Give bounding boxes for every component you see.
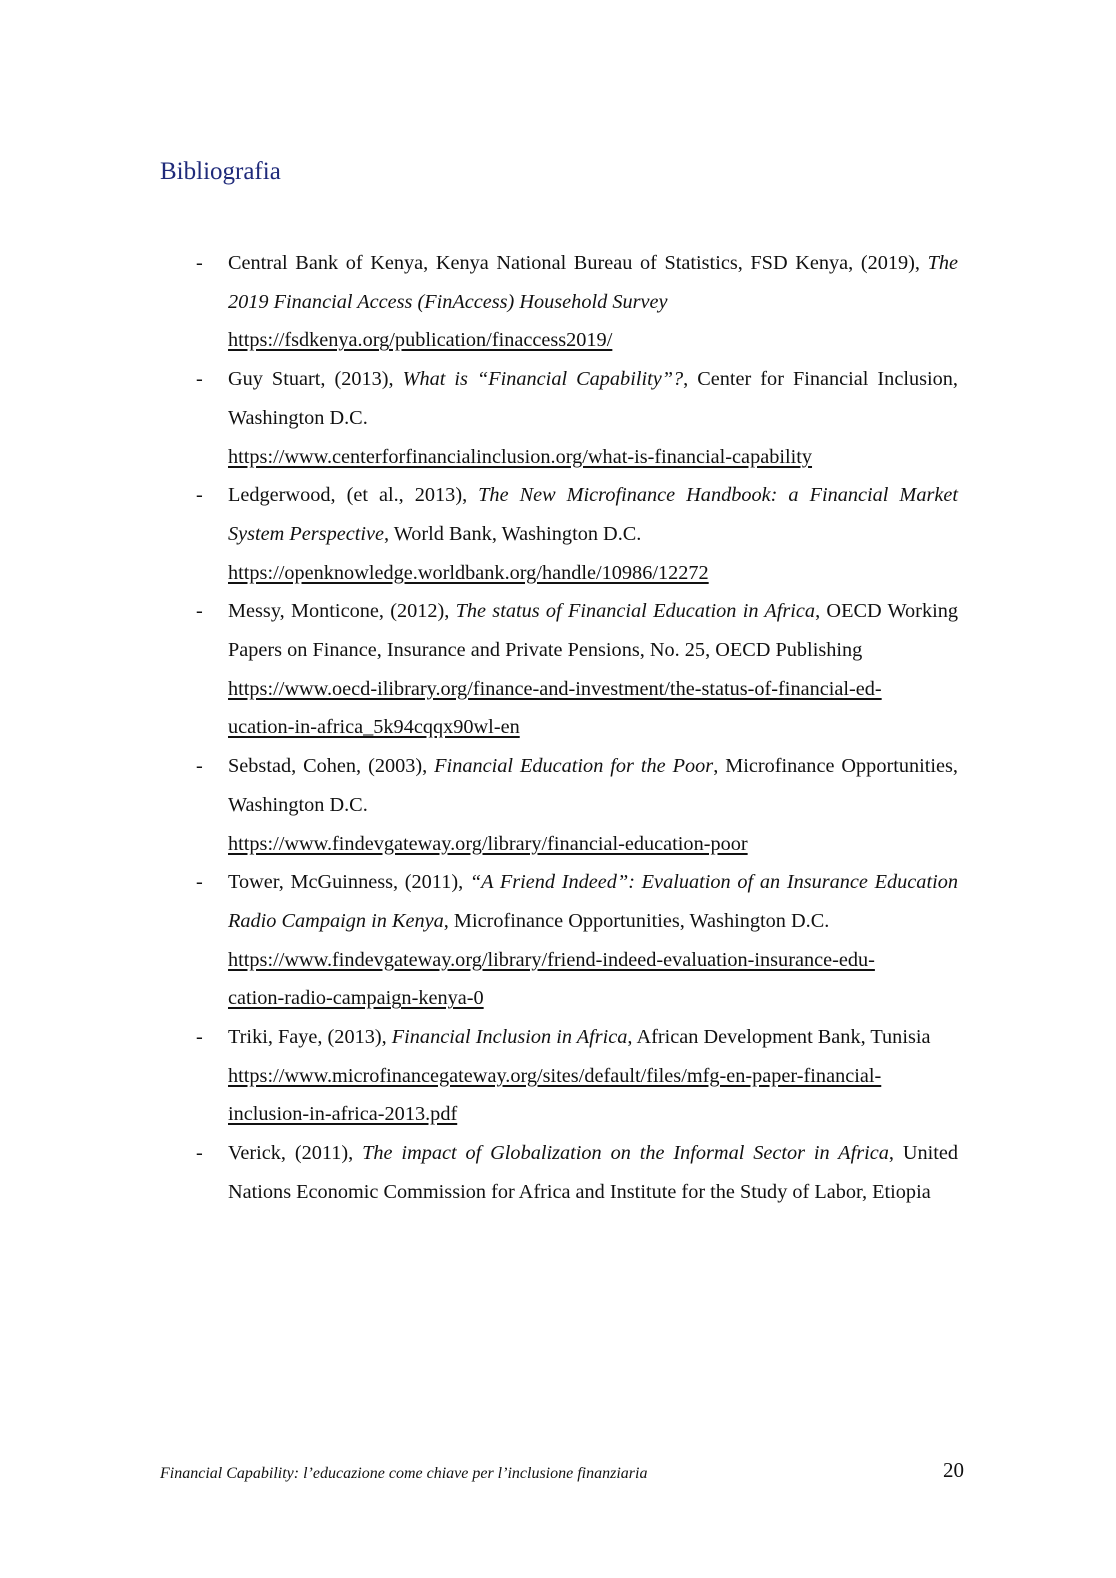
bibliography-entry xyxy=(196,476,958,592)
entry-title: Financial Inclusion in Africa xyxy=(391,1026,628,1049)
entry-link-line[interactable]: https://www.findevgateway.org/library/financial-education-poor xyxy=(228,832,748,855)
entry-link[interactable] xyxy=(228,941,958,1018)
entry-authors: Verick, (2011), xyxy=(228,1142,363,1165)
entry-title: The New Microfinance Handbook: a Financial Market System Perspective xyxy=(228,484,958,545)
entry-authors: Triki, Faye, (2013), xyxy=(228,1026,392,1049)
entry-link-line[interactable]: https://www.oecd-ilibrary.org/finance-and-investment/the-status-of-financial-ed- xyxy=(228,677,882,700)
entry-link-line[interactable]: cation-radio-campaign-kenya-0 xyxy=(228,987,484,1010)
list-dash: - xyxy=(196,755,203,778)
entry-link-line[interactable]: https://www.findevgateway.org/library/friend-indeed-evaluation-insurance-edu- xyxy=(228,948,875,971)
footer-document-title: Financial Capability: l’educazione come chiave per l’inclusione finanziaria xyxy=(160,1465,648,1482)
entry-link-line[interactable]: ucation-in-africa_5k94cqqx90wl-en xyxy=(228,716,520,739)
entry-publisher: , African Development Bank, Tunisia xyxy=(627,1026,931,1049)
entry-link[interactable] xyxy=(228,554,958,593)
entry-authors: Central Bank of Kenya, Kenya National Bureau of Statistics, FSD Kenya, (2019), xyxy=(228,252,928,274)
entry-publisher: , United Nations Economic Commission for Africa and Institute for the Study of Labor, Etiopia xyxy=(228,1142,959,1203)
entry-title: The impact of Globalization on the Informal Sector in Africa xyxy=(362,1142,889,1165)
bibliography-entry xyxy=(196,592,958,747)
entry-title: The status of Financial Education in Africa xyxy=(455,600,816,623)
entry-link[interactable] xyxy=(228,321,958,360)
entry-publisher: , Microfinance Opportunities, Washington D.C. xyxy=(443,909,830,932)
entry-link[interactable] xyxy=(228,438,958,477)
list-dash: - xyxy=(196,1142,203,1165)
list-dash: - xyxy=(196,871,203,894)
list-dash: - xyxy=(196,1026,203,1049)
bibliography-entry xyxy=(196,863,958,1018)
entry-publisher: , Center for Financial Inclusion, Washington D.C. xyxy=(228,368,958,429)
list-dash: - xyxy=(196,368,203,391)
list-dash: - xyxy=(196,600,203,623)
entry-link[interactable] xyxy=(228,670,958,747)
bibliography-entry xyxy=(196,747,958,863)
entry-link-line[interactable]: https://fsdkenya.org/publication/finaccess2019/ xyxy=(228,329,613,352)
entry-link-line[interactable]: https://openknowledge.worldbank.org/handle/10986/12272 xyxy=(228,561,709,584)
page-title: Bibliografia xyxy=(160,158,281,185)
entry-authors: Sebstad, Cohen, (2003), xyxy=(228,755,435,778)
entry-link-line[interactable]: https://www.centerforfinancialinclusion.org/what-is-financial-capability xyxy=(228,445,813,468)
entry-authors: Guy Stuart, (2013), xyxy=(228,368,403,391)
entry-link-line[interactable]: https://www.microfinancegateway.org/sites/default/files/mfg-en-paper-financial- xyxy=(228,1064,882,1087)
bibliography-entry xyxy=(196,244,958,360)
entry-link-line[interactable]: inclusion-in-africa-2013.pdf xyxy=(228,1103,458,1126)
entry-authors: Tower, McGuinness, (2011), xyxy=(228,871,470,894)
entry-title: The 2019 Financial Access (FinAccess) Household Survey xyxy=(228,252,958,313)
entry-title: What is “Financial Capability”? xyxy=(402,368,684,391)
page-number: 20 xyxy=(943,1458,964,1482)
entry-title: Financial Education for the Poor xyxy=(434,755,714,778)
bibliography-entry xyxy=(196,1018,958,1134)
entry-publisher: , World Bank, Washington D.C. xyxy=(383,522,642,545)
bibliography-list xyxy=(196,244,959,1212)
entry-authors: Messy, Monticone, (2012), xyxy=(228,600,456,623)
list-dash: - xyxy=(196,484,203,507)
entry-authors: Ledgerwood, (et al., 2013), xyxy=(228,484,479,507)
list-dash: - xyxy=(196,252,203,274)
entry-link[interactable] xyxy=(228,825,958,864)
bibliography-entry xyxy=(196,1134,959,1211)
entry-title: “A Friend Indeed”: Evaluation of an Insurance Education Radio Campaign in Kenya xyxy=(228,871,958,932)
entry-publisher: , Microfinance Opportunities, Washington D.C. xyxy=(228,755,958,816)
entry-publisher: , OECD Working Papers on Finance, Insurance and Private Pensions, No. 25, OECD Publishing xyxy=(228,600,958,662)
entry-link[interactable] xyxy=(228,1057,958,1134)
bibliography-entry xyxy=(196,360,958,476)
